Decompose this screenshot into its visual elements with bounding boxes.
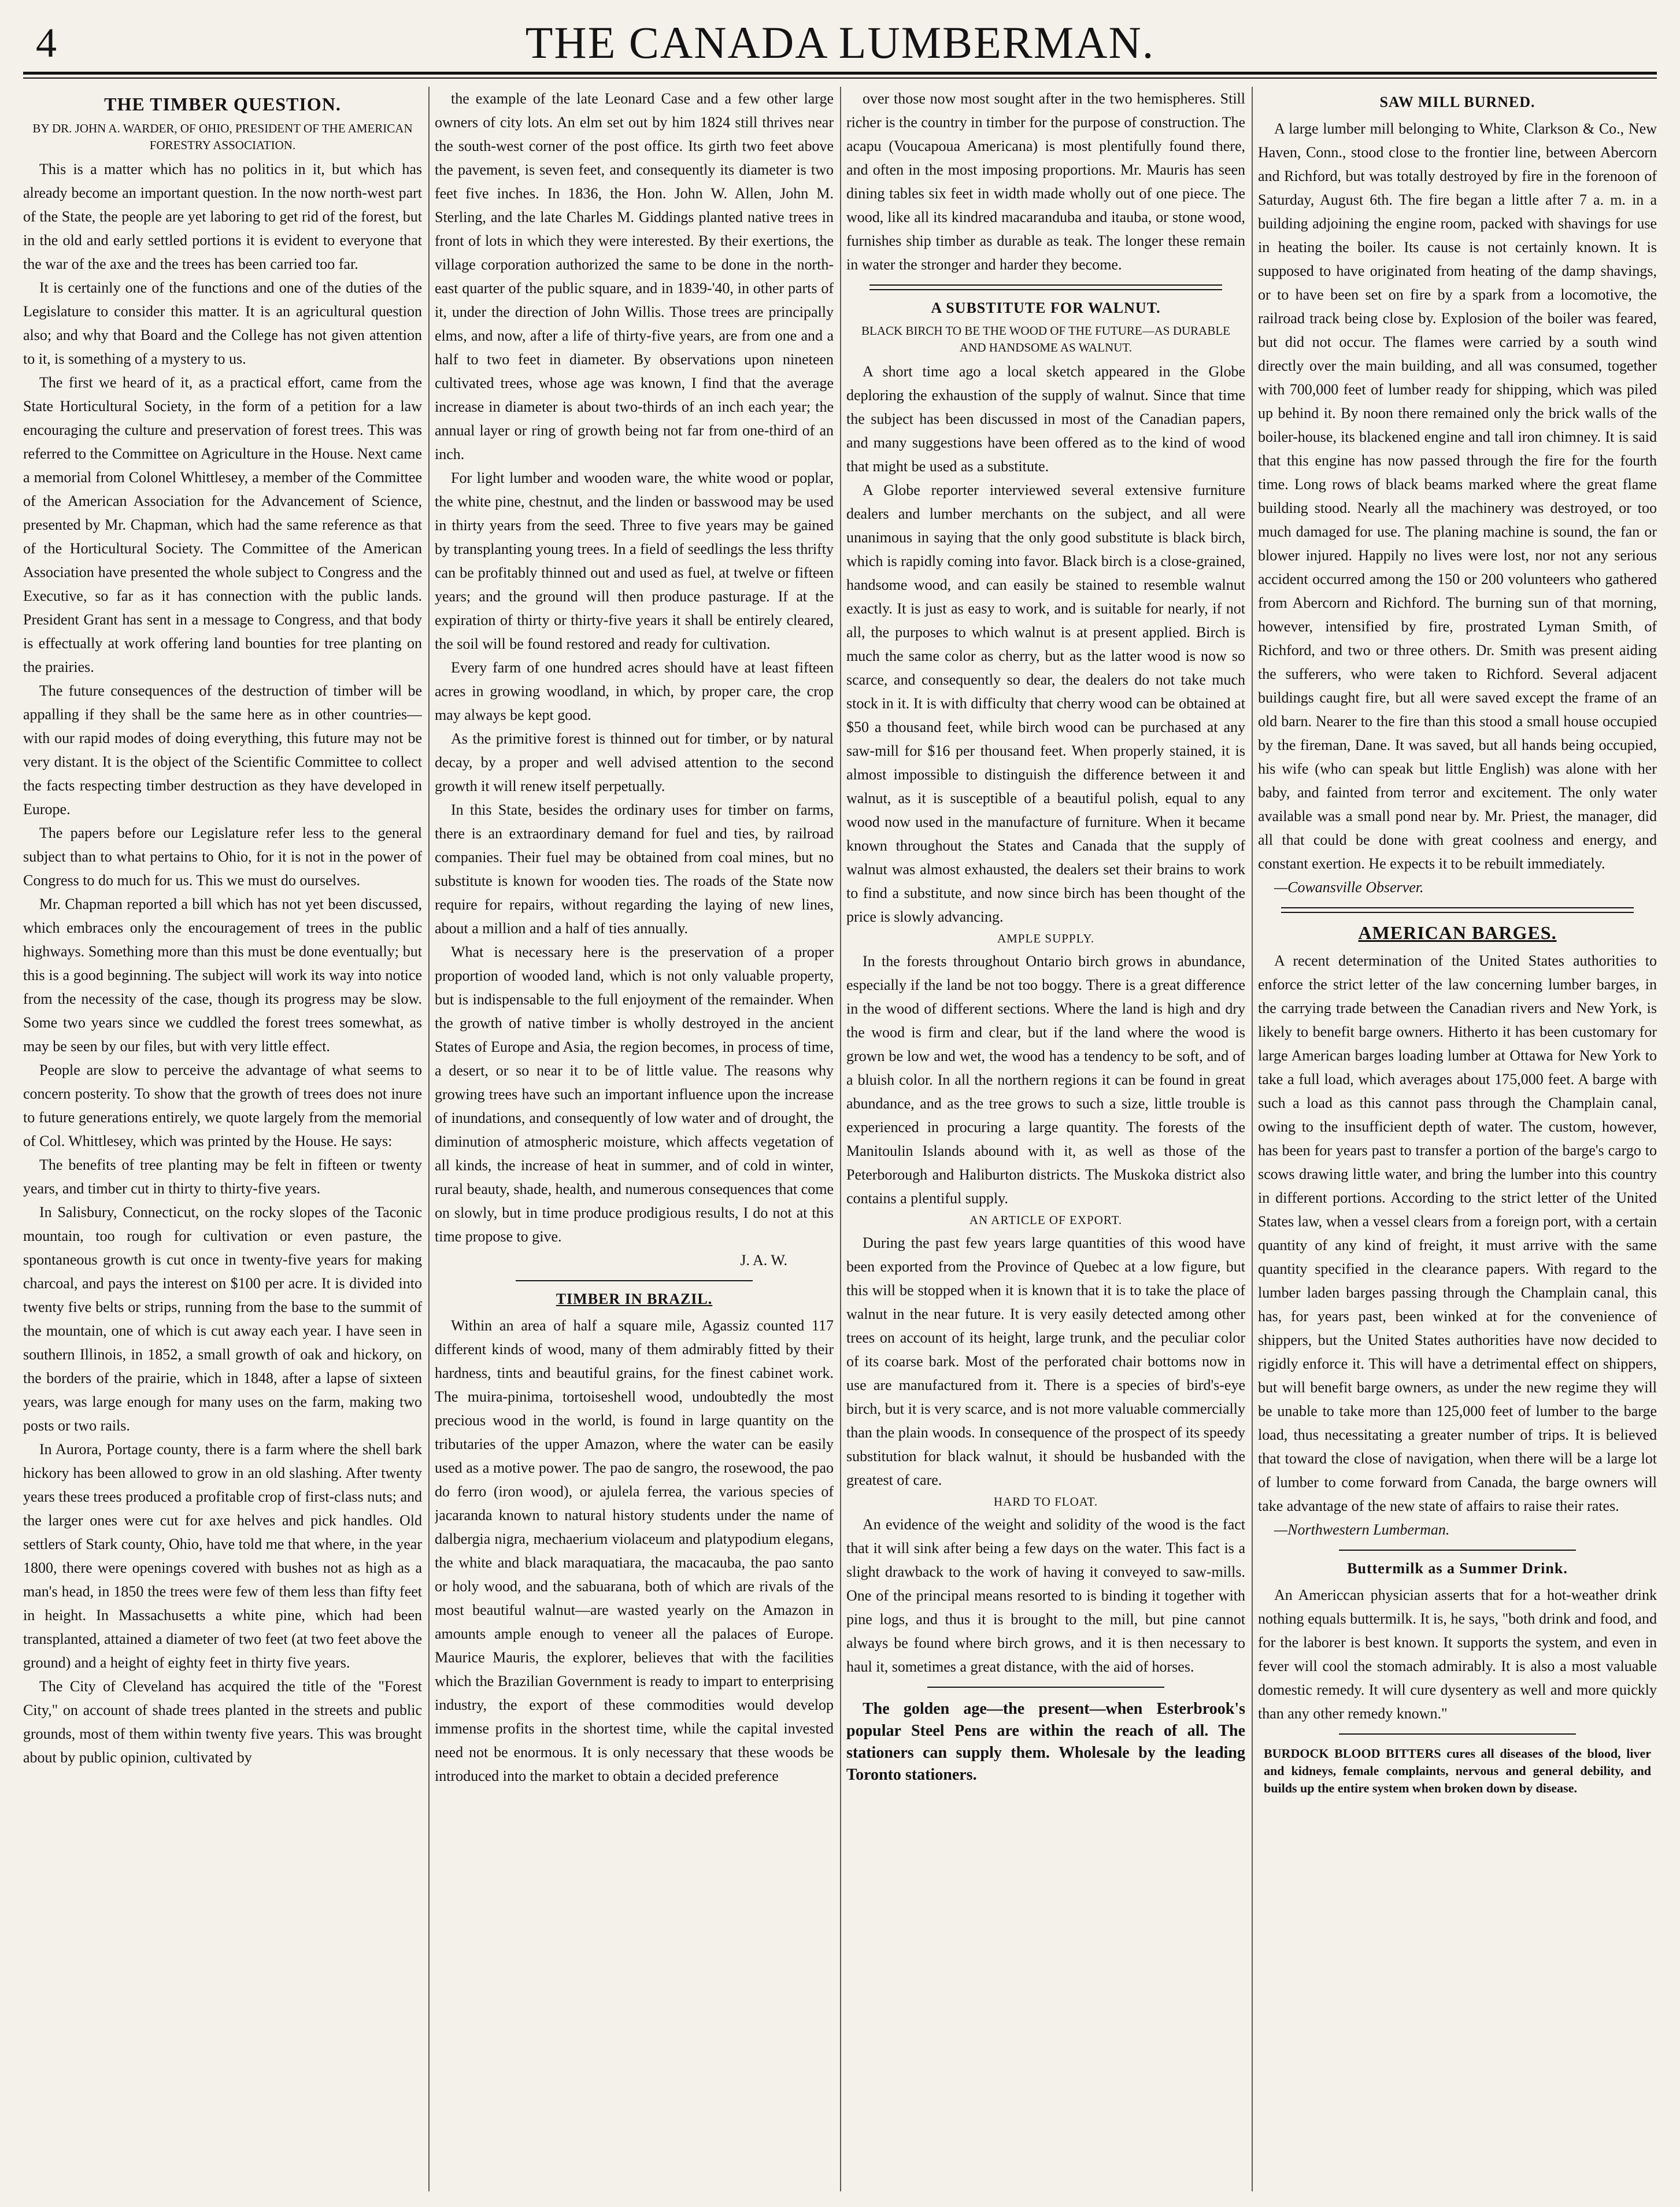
section-divider — [927, 1687, 1164, 1688]
column-4 — [1258, 87, 1657, 2191]
paragraph: A short time ago a local sketch appeared in the Globe deploring the exhaustion of the supply of walnut. Since that time the subject has been discussed in most of the Canadian papers, and many suggestions have been offered as to the kind of wood that might be used as a substitute. — [846, 363, 1245, 475]
paragraph: The first we heard of it, as a practical effort, came from the State Horticultural Society, in the form of a petition for a law encouraging the culture and preservation of forest trees. This was referred to the Committee on Agriculture in the House. Next came a memorial from Colonel Whittlesey, a member of the Committee of the American Association for the Advancement of Science, presented by Mr. Chapman, which had the same reference as that of the Horticultural Society. The Committee of the American Association have presented the whole subject to Congress and the Executive, so far as it has connection with the public lands. President Grant has sent in a message to Congress, and that body is effectually at work offering land bounties for tree planting on the prairies. — [23, 374, 422, 675]
advertisement-burdock-blood-bitters: BURDOCK BLOOD BITTERS cures all diseases of the blood, liver and kidneys, female complaints, nervous and general debility, and builds up the entire system when broken down by disease. — [1264, 1746, 1651, 1795]
column-divider — [840, 87, 841, 2191]
article-heading-saw-mill-burned: SAW MILL BURNED. — [1379, 94, 1535, 110]
paragraph: Every farm of one hundred acres should have at least fifteen acres in growing woodland, in which, by proper care, the crop may always be kept good. — [435, 659, 834, 723]
article-heading-american-barges: AMERICAN BARGES. — [1358, 922, 1557, 943]
paragraph: It is certainly one of the functions and one of the duties of the Legislature to consider this matter. It is an agricultural question also; and why that Board and the College has not given attention to it, is something of a mystery to us. — [23, 279, 422, 367]
article-heading-timber-question: THE TIMBER QUESTION. — [104, 94, 341, 114]
paragraph: This is a matter which has no politics in it, but which has already become an important question. In the now north-west part of the State, the people are yet laboring to get rid of the forest, but in the old and early settled portions it is evident to everyone that the war of the axe and the trees has been carried too far. — [23, 161, 422, 272]
paragraph: Mr. Chapman reported a bill which has not yet been discussed, which embraces only the encouragement of trees in the public highways. Something more than this must be done eventually; but this is a good beginning. The subject will work its way into notice from the necessity of the case, though its progress may be slow. Some two years since we cuddled the forest trees somewhat, as may be seen by our files, but with very little effect. — [23, 896, 422, 1055]
paragraph: The City of Cleveland has acquired the title of the "Forest City," on account of shade trees planted in the streets and public grounds, most of them within twenty five years. This was brought about by public opinion, cultivated by — [23, 1678, 422, 1766]
column-1 — [23, 87, 422, 2191]
article-heading-timber-in-brazil: TIMBER IN BRAZIL. — [556, 1291, 713, 1307]
masthead — [23, 16, 1657, 69]
paragraph: The papers before our Legislature refer less to the general subject than to what pertains to Ohio, for it is not in the power of Congress to do much for us. This we must do ourselves. — [23, 825, 422, 889]
paragraph: The future consequences of the destruction of timber will be appalling if they shall be the same here as in other countries—with our rapid modes of doing everything, this future may not be very distant. It is the object of the Scientific Committee to collect the facts respecting timber destruction as they have developed in Europe. — [23, 682, 422, 818]
column-2 — [435, 87, 834, 2191]
paragraph: In Salisbury, Connecticut, on the rocky slopes of the Taconic mountain, too rough for cultivation or even pasture, the spontaneous growth is cut once in twenty-five years for making charcoal, and pays the interest on $100 per acre. It is divided into twenty five belts or strips, running from the base to the summit of the mountain, one of which is cut away each year. I have seen in southern Illinois, in 1852, a small growth of oak and hickory, on the borders of the prairie, which in 1848, after a lapse of sixteen years, was large enough for many uses on the farm, making two posts or two rails. — [23, 1204, 422, 1434]
paragraph: Within an area of half a square mile, Agassiz counted 117 different kinds of wood, many of them admirably fitted by their hardness, tints and beautiful grains, for the finest cabinet work. The muira-pinima, tortoiseshell wood, undoubtedly the most precious wood in the world, is found in large quantity on the tributaries of the upper Amazon, where the water can be easily used as a motive power. The pao de sangro, the rosewood, the pao do ferro (iron wood), or ajulela ferrea, the various species of jacaranda known to natural history students under the name of dalbergia nigra, mechaerium violaceum and platypodium elegans, the white and black maraquatiara, the macacauba, the pao santo or holy wood, and the sabuarana, both of which are rivals of the most beautiful walnut—are wasted yearly on the Amazon in amounts ample enough to veneer all the palaces of Europe. Maurice Mauris, the explorer, believes that with the facilities which the Brazilian Government is ready to impart to enterprising industry, the export of these commodities would develop immense profits in the shortest time, while the capital invested need not be enormous. It is only necessary that these woods be introduced into the market to obtain a decided preference — [435, 1317, 834, 1784]
source-credit: —Cowansville Observer. — [1274, 879, 1424, 896]
paragraph: over those now most sought after in the two hemispheres. Still richer is the country in timber for the purpose of construction. The acapu (Voucapoua Americana) is most plentifully found there, and often in the most imposing proportions. Mr. Mauris has seen dining tables six feet in width made wholly out of one piece. The wood, like all its kindred macaranduba and itauba, or stone wood, furnishes ship timber as durable as teak. The longer these remain in water the stronger and harder they become. — [846, 90, 1245, 273]
paragraph: A Globe reporter interviewed several extensive furniture dealers and lumber merchants on the subject, and all were unanimous in saying that the only good substitute is black birch, which is rapidly coming into favor. Black birch is a close-grained, handsome wood, and can easily be stained to resemble walnut exactly. It is just as easy to work, and is suitable for nearly, if not all, the purposes to which walnut is at present applied. Birch is much the same color as cherry, but as the latter wood is now so scarce, and consequently so dear, the dealers do not take much stock in it. It is with difficulty that cherry wood can be obtained at $50 a thousand feet, while birch wood can be purchased at any saw-mill for $16 per thousand feet. When properly stained, it is almost impossible to distinguish the difference between it and walnut, as it is susceptible of a beautiful polish, equal to any wood now used in the manufacture of furniture. When it became known throughout the States and Canada that the supply of walnut was almost exhausted, the dealers set their brains to work to find a substitute, and now since birch has been thought of the price is slowly advancing. — [846, 482, 1245, 925]
section-divider — [869, 284, 1222, 290]
paragraph: An evidence of the weight and solidity of the wood is the fact that it will sink after being a few days on the water. This fact is a slight drawback to the work of having it conveyed to saw-mills. One of the principal means resorted to is binding it together with pine logs, and thus it is brought to the mill, but pine cannot always be found where birch grows, and it is then necessary to haul it, sometimes a great distance, with the aid of horses. — [846, 1516, 1245, 1675]
paragraph: People are slow to perceive the advantage of what seems to concern posterity. To show that the growth of trees does not inure to future generations entirely, we quote largely from the memorial of Col. Whittlesey, which was printed by the House. He says: — [23, 1062, 422, 1149]
section-divider — [1281, 907, 1634, 913]
column-divider — [1252, 87, 1253, 2191]
advertisement-steel-pens: The golden age—the present—when Esterbrook's popular Steel Pens are within the reach of all. The stationers can supply them. Wholesale by the leading Toronto stationers. — [846, 1700, 1245, 1784]
section-divider — [516, 1280, 753, 1281]
section-divider — [1339, 1550, 1576, 1551]
page-number: 4 — [36, 20, 57, 66]
paragraph: the example of the late Leonard Case and a few other large owners of city lots. An elm set out by him 1824 still thrives near the south-west corner of the post office. Its girth two feet above the pavement, is seven feet, and consequently its diameter is two feet five inches. In 1836, the Hon. John W. Allen, John M. Sterling, and the late Charles M. Giddings planted native trees in front of lots in which they were interested. By their exertions, the village corporation authorized the same to be done in the north-east quarter of the public square, and in 1839-'40, in other parts of it, under the direction of John Willis. Those trees are principally elms, and now, after a life of thirty-five years, are from one and a half to two feet in diameter. By observations upon nineteen cultivated trees, whose age was known, I find that the average increase in diameter is about two-thirds of an inch each year; the annual layer or ring of growth being not far from one-third of an inch. — [435, 90, 834, 463]
section-subheading-hard-to-float: HARD TO FLOAT. — [993, 1495, 1098, 1509]
paragraph: A recent determination of the United States authorities to enforce the strict letter of the law concerning lumber barges, in the carrying trade between the Canadian rivers and New York, is likely to benefit barge owners. Hitherto it has been customary for large American barges loading lumber at Ottawa for New York to take a full load, which averages about 175,000 feet. A barge with such a load as this cannot pass through the Champlain canal, owing to the insufficient depth of water. The custom, however, has been for years past to transfer a portion of the barge's cargo to scows drawing little water, and bring the lumber into this country in different portions. According to the strict letter of the United States law, when a vessel clears from a foreign port, with a certain quantity of any kind of freight, it must arrive with the same quantity specified in the clearance papers. With regard to the lumber laden barges passing through the Champlain canal, this has, for years past, been winked at for the convenience of shippers, but the United States authorities have now decided to rigidly enforce it. This will have a detrimental effect on shippers, but will benefit barge owners, as under the new regime they will be unable to take more than 125,000 feet of lumber to the barge load, thus necessitating a greater number of trips. It is believed that toward the close of navigation, when there will be a large lot of lumber to come forward from Canada, the barge owners will take advantage of the new state of affairs to raise their rates. — [1258, 952, 1657, 1514]
article-byline: BY DR. JOHN A. WARDER, OF OHIO, PRESIDENT OF THE AMERICAN FORESTRY ASSOCIATION. — [32, 121, 413, 152]
paragraph: The benefits of tree planting may be felt in fifteen or twenty years, and timber cut in thirty to thirty-five years. — [23, 1156, 422, 1197]
masthead-rule-thin — [23, 77, 1657, 79]
article-heading-buttermilk: Buttermilk as a Summer Drink. — [1347, 1560, 1568, 1577]
paragraph: An Americcan physician asserts that for a hot-weather drink nothing equals buttermilk. It is, he says, "both drink and food, and for the laborer is best known. It supports the system, and even in fever will cool the stomach admirably. It is also a most valuable domestic remedy. It will cure dysentery as well and more quickly than any other remedy known." — [1258, 1587, 1657, 1722]
paragraph: A large lumber mill belonging to White, Clarkson & Co., New Haven, Conn., stood close to the frontier line, between Abercorn and Richford, but was totally destroyed by fire in the forenoon of Saturday, August 6th. The fire began a little after 7 a. m. in a building adjoining the engine room, packed with shavings for use in heating the boiler. Its cause is not certainly known. It is supposed to have originated from heating of the damp shavings, or to have been set on fire by a spark from a locomotive, the railroad track being close by. Explosion of the boiler was feared, but did not occur. The flames were carried by a south wind directly over the main building, and all was consumed, together with 700,000 feet of lumber ready for shipping, which was piled up behind it. By noon there remained only the brick walls of the boiler-house, its blackened engine and tall iron chimney. It is said that this engine has now passed through the fire for the fourth time. Long rows of black beams marked where the great flame building stood. Nearly all the machinery was destroyed, or too much damaged for use. The planing machine is sound, the fan or blower injured. Happily no lives were lost, nor not any serious accident occurred among the 150 or 200 volunteers who gathered from Abercorn and Richford. The burning sun of that morning, however, intensified by fire, prostrated Lyman Smith, of Richford, and two or three others. Dr. Smith was present aiding the sufferers, who were taken to Richford. Several adjacent buildings caught fire, but all were saved except the frame of an old barn. Nearer to the fire than this stood a small house occupied by the fireman, Dane. It was saved, but all hands being occupied, his wife (who can speak but little English) was alone with her baby, and fainted from terror and excitement. The only water available was a small pond near by. Mr. Priest, the manager, did all that could be done with great coolness and energy, and constant exertion. He expects it to be rebuilt immediately. — [1258, 120, 1657, 872]
section-subheading-article-of-export: AN ARTICLE OF EXPORT. — [969, 1213, 1123, 1227]
paragraph: As the primitive forest is thinned out for timber, or by natural decay, by a proper and well advised attention to the second growth it will renew itself perpetually. — [435, 730, 834, 794]
page-columns — [23, 87, 1657, 2191]
source-credit: —Northwestern Lumberman. — [1274, 1521, 1450, 1538]
paragraph: What is necessary here is the preservation of a proper proportion of wooded land, which is not only valuable property, but is indispensable to the full enjoyment of the remainder. When the growth of native timber is wholly destroyed in the ancient States of Europe and Asia, the region becomes, in process of time, a desert, or so near it to be of little value. The reasons why growing trees have such an important influence upon the increase of inundations, and consequently of low water and of drought, the diminution of atmospheric moisture, which affects vegetation of all kinds, the increase of heat in summer, and of cold in winter, rural beauty, shade, health, and numerous consequences that come on slowly, but in time produce prodigious results, I do not at this time propose to give. — [435, 944, 834, 1245]
paragraph: In this State, besides the ordinary uses for timber on farms, there is an extraordinary demand for fuel and ties, by railroad companies. Their fuel may be obtained from coal mines, but no substitute is known for wooden ties. The roads of the State now require for repairs, without regarding the laying of new lines, about a million and a half of ties annually. — [435, 801, 834, 937]
section-divider — [1339, 1733, 1576, 1735]
newspaper-title: THE CANADA LUMBERMAN. — [525, 17, 1155, 68]
column-divider — [428, 87, 430, 2191]
paragraph: During the past few years large quantities of this wood have been exported from the Province of Quebec at a low figure, but this will be stopped when it is known that it is to take the place of walnut in the near future. It is very easily detected among other trees on account of its height, large trunk, and the peculiar color of its coarse bark. Most of the perforated chair bottoms now in use are manufactured from it. There is a species of bird's-eye birch, but it is very scarce, and is not more valuable commercially than the plain woods. In consequence of the prospect of its speedy substitution for black walnut, it should be husbanded with the greatest of care. — [846, 1234, 1245, 1488]
paragraph: In Aurora, Portage county, there is a farm where the shell bark hickory has been allowed to grow in an old slashing. After twenty years these trees produced a profitable crop of first-class nuts; and the larger ones were cut for axe helves and pick handles. Old settlers of Stark county, Ohio, have told me that where, in the year 1800, there were openings covered with bushes not as high as a man's head, in 1850 the trees were few of them less than fifty feet in height. In Massachusetts a white pine, which had been transplanted, attained a diameter of two feet (at two feet above the ground) and a height of eighty feet in thirty five years. — [23, 1441, 422, 1671]
paragraph: For light lumber and wooden ware, the white wood or poplar, the white pine, chestnut, and the linden or basswood may be used in thirty years from the seed. Three to five years may be gained by transplanting young trees. In a field of seedlings the less thrifty can be profitably thinned out and used as fuel, at twelve or fifteen years; and the ground will then produce pasturage. If at the expiration of thirty or thirty-five years it shall be entirely cleared, the soil will be found restored and ready for cultivation. — [435, 470, 834, 652]
masthead-rule — [23, 72, 1657, 75]
signature: J. A. W. — [740, 1252, 787, 1269]
article-heading-substitute-for-walnut: A SUBSTITUTE FOR WALNUT. — [931, 300, 1161, 316]
paragraph: In the forests throughout Ontario birch grows in abundance, especially if the land be not too boggy. There is a great difference in the wood of different sections. Where the land is high and dry the wood is firm and clear, but if the land where the wood is grown be low and wet, the wood has a tendency to be soft, and of a bluish color. In all the northern regions it can be found in great abundance, and as the tree grows to such a size, little trouble is experienced in procuring a large quantity. The forests of the Manitoulin Islands abound with it, as well as those of the Peterborough and Haliburton districts. The Muskoka district also contains a plentiful supply. — [846, 953, 1245, 1207]
section-subheading-ample-supply: AMPLE SUPPLY. — [997, 931, 1095, 945]
column-3 — [846, 87, 1245, 2191]
article-subheading: BLACK BIRCH TO BE THE WOOD OF THE FUTURE—AS DURABLE AND HANDSOME AS WALNUT. — [861, 324, 1231, 354]
